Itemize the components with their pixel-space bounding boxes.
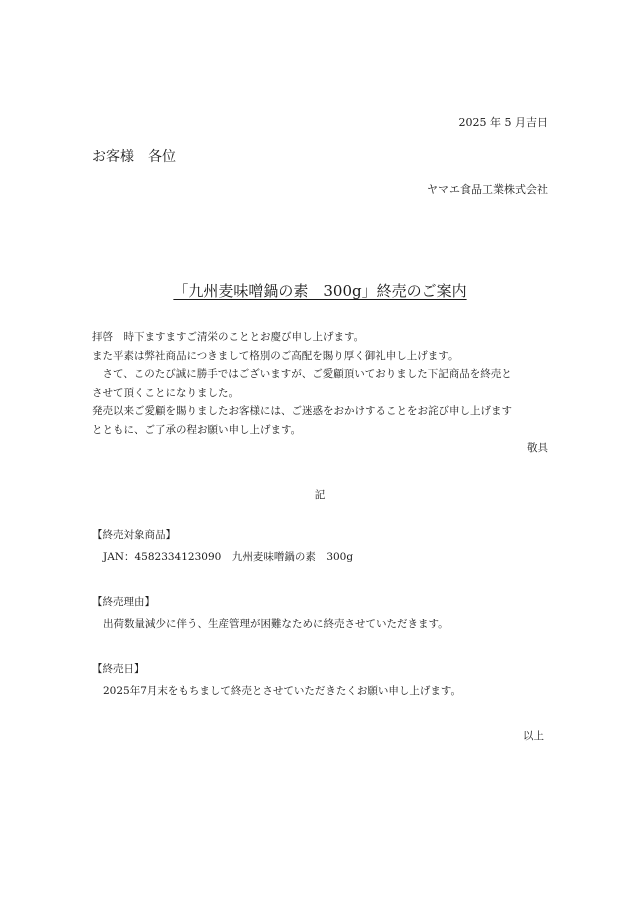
letter-body [92,328,548,458]
body-line: また平素は弊社商品につきまして格別のご高配を賜り厚く御礼申し上げます。 [92,349,459,362]
body-line: とともに、ご了承の程お願い申し上げます。 [92,423,302,436]
body-line: さて、このたび誠に勝手ではございますが、ご愛顧頂いておりました下記商品を終売と [92,368,512,380]
recipient: お客様 各位 [92,149,176,165]
section-heading: 【終売日】 [92,663,145,675]
sender-company: ヤマエ食品工業株式会社 [427,183,548,196]
body-line: させて頂くことになりました。 [92,386,239,399]
ki-marker: 記 [314,489,326,501]
section-heading: 【終売理由】 [92,596,155,608]
body-line: 拝啓 時下ますますご清栄のこととお慶び申し上げます。 [92,331,365,343]
section-end-date [92,661,461,698]
document-title: 「九州麦味噌鍋の素 300g」終売のご案内 [173,282,467,300]
letter-date: 2025 年 5 月吉日 [458,116,548,129]
section-product [92,527,353,564]
end-date-text: 2025年7月末をもちまして終売とさせていただきたくお願い申し上げます。 [103,685,462,697]
closing-keigu: 敬具 [527,442,548,454]
product-jan: JAN：4582334123090 九州麦味噌鍋の素 300g [103,551,354,563]
reason-text: 出荷数量減少に伴う、生産管理が困難なために終売させていただきます。 [103,618,449,630]
end-marker: 以上 [523,730,544,742]
section-heading: 【終売対象商品】 [92,529,176,541]
body-line: 発売以来ご愛顧を賜りましたお客様には、ご迷惑をおかけすることをお詫び申し上げます [92,405,512,417]
title-block [0,280,640,301]
section-reason [92,594,449,631]
